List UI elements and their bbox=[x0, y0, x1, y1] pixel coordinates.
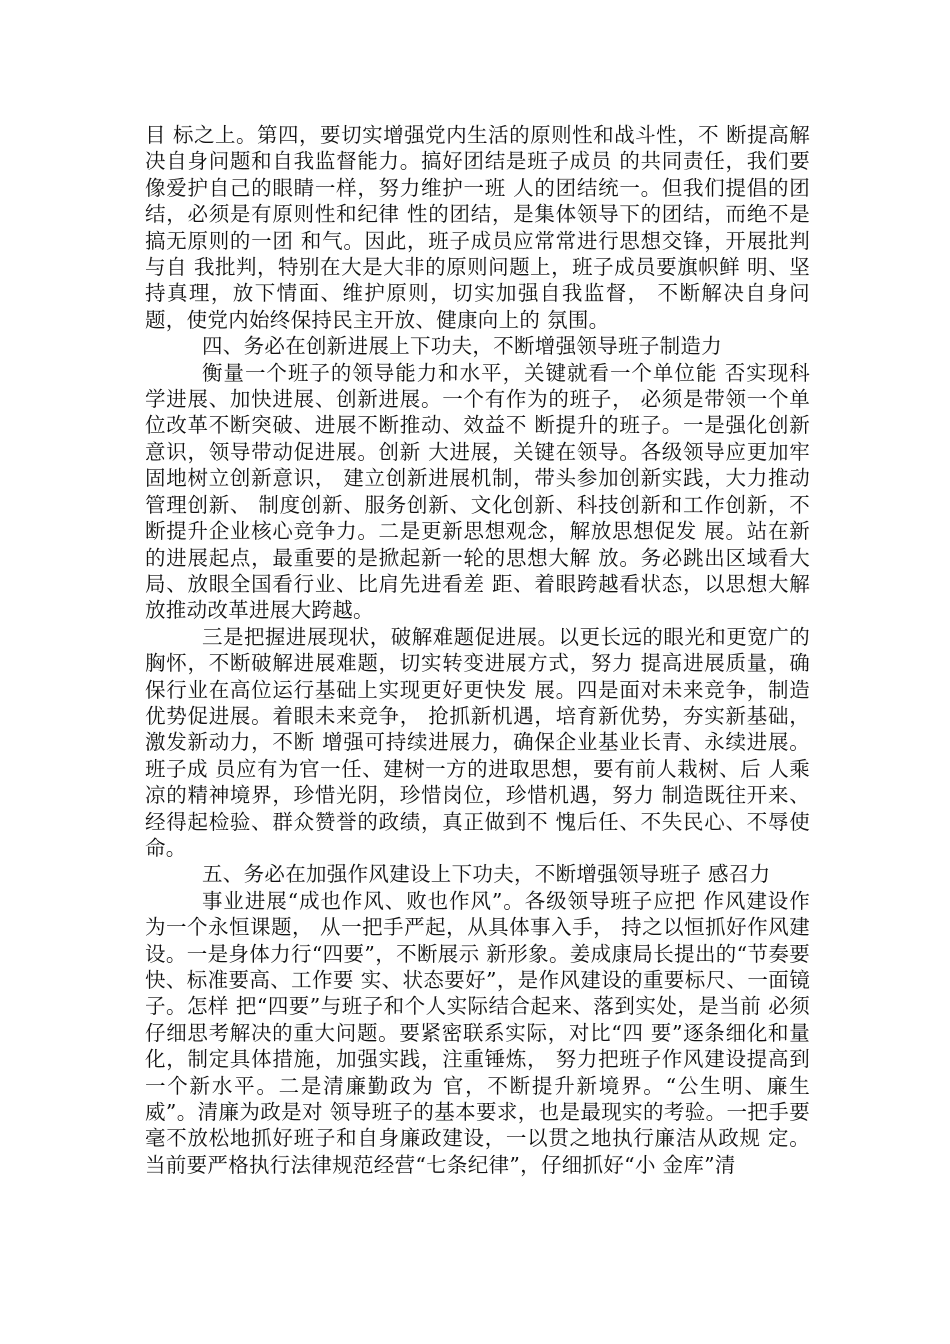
paragraph-3: 三是把握进展现状，破解难题促进展。以更长远的眼光和更宽广的胸怀，不断破解进展难题，切实转变进展方式，努力 提高进展质量，确保行业在高位运行基础上实现更好更快发 展。四是面对未来竞争，制造优势促进展。着眼未来竞争， 抢抓新机遇，培育新优势，夯实新基础，激发新动力，不断 增强可持续进展力，确保企业基业长青、永续进展。班子成 员应有为官一任、建树一方的进取思想，要有前人栽树、后 人乘凉的精神境界，珍惜光阴，珍惜岗位，珍惜机遇，努力 制造既往开来、经得起检验、群众赞誉的政绩，真正做到不 愧后任、不失民心、不辱使命。 bbox=[145, 624, 810, 860]
paragraph-1: 目 标之上。第四，要切实增强党内生活的原则性和战斗性，不 断提高解决自身问题和自我监督能力。搞好团结是班子成员 的共同责任，我们要像爱护自己的眼睛一样，努力维护一班 人的团结统一。但我们提倡的团结，必须是有原则性和纪律 性的团结，是集体领导下的团结，而绝不是搞无原则的一团 和气。因此，班子成员应常常进行思想交锋，开展批判与自 我批判，特别在大是大非的原则问题上，班子成员要旗帜鲜 明、坚持真理，放下情面、维护原则，切实加强自我监督， 不断解决自身问题，使党内始终保持民主开放、健康向上的 氛围。 bbox=[145, 123, 810, 332]
paragraph-2: 衡量一个班子的领导能力和水平，关键就看一个单位能 否实现科学进展、加快进展、创新进展。一个有作为的班子， 必须是带领一个单位改革不断突破、进展不断推动、效益不 断提升的班子。一是强化创新意识，领导带动促进展。创新 大进展，关键在领导。各级领导应更加牢固地树立创新意识， 建立创新进展机制，带头参加创新实践，大力推动管理创新、 制度创新、服务创新、文化创新、科技创新和工作创新，不 断提升企业核心竞争力。二是更新思想观念，解放思想促发 展。站在新的进展起点，最重要的是掀起新一轮的思想大解 放。务必跳出区域看大局、放眼全国看行业、比肩先进看差 距、着眼跨越看状态，以思想大解放推动改革进展大跨越。 bbox=[145, 360, 810, 623]
section-heading-5: 五、务必在加强作风建设上下功夫，不断增强领导班子 感召力 bbox=[202, 862, 771, 887]
paragraph-4: 事业进展“成也作风、败也作风”。各级领导班子应把 作风建设作为一个永恒课题， 从一把手严起，从具体事入手， 持之以恒抓好作风建设。一是身体力行“四要”，不断展示 新形象。姜成康局长提出的“节奏要快、标准要高、工作要 实、状态要好”，是作风建设的重要标尺、一面镜子。怎样 把“四要”与班子和个人实际结合起来、落到实处，是当前 必须仔细思考解决的重大问题。要紧密联系实际，对比“四 要”逐条细化和量化，制定具体措施，加强实践，注重锤炼， 努力把班子作风建设提高到一个新水平。二是清廉勤政为 官，不断提升新境界。“公生明、廉生威”。清廉为政是对 领导班子的基本要求，也是最现实的考验。一把手要毫不放松地抓好班子和自身廉政建设，一以贯之地执行廉洁从政规 定。当前要严格执行法律规范经营“七条纪律”，仔细抓好“小 金库”清 bbox=[145, 888, 810, 1177]
document-body bbox=[145, 122, 810, 1178]
section-heading-4: 四、务必在创新进展上下功夫，不断增强领导班子制造力 bbox=[202, 334, 722, 359]
